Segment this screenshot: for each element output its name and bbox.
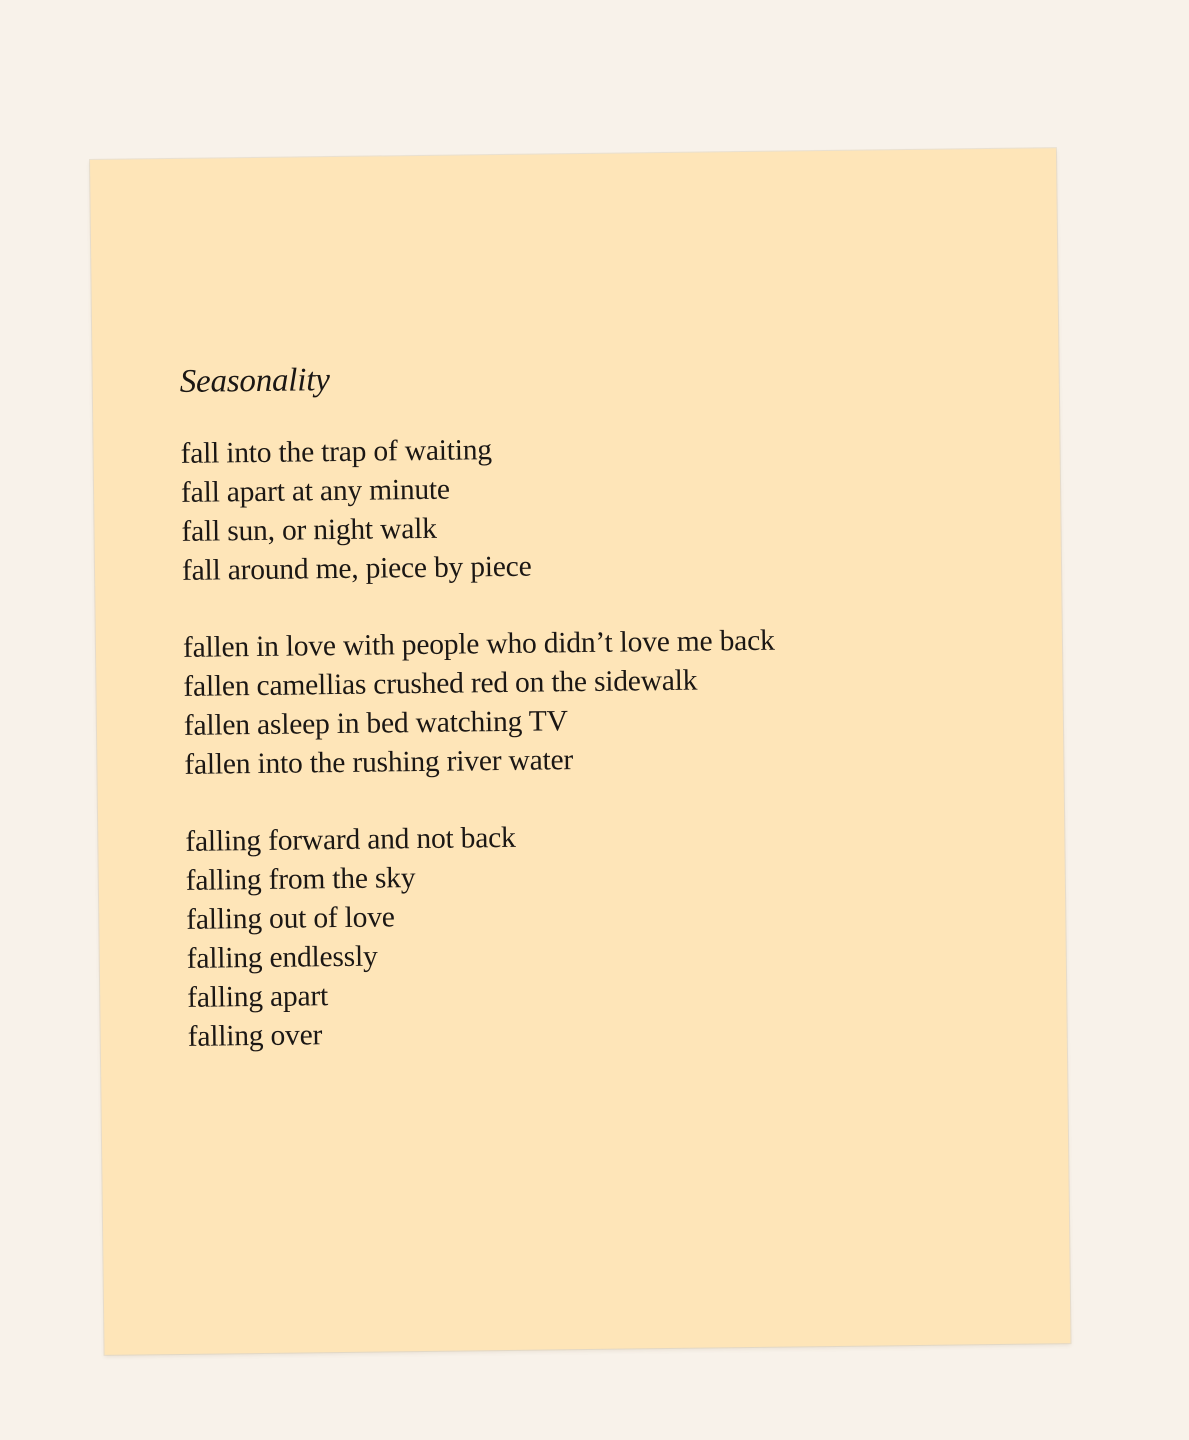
stanza-1 [180, 428, 773, 591]
poem-line: fallen asleep in bed watching TV [183, 705, 568, 742]
poem-line: fallen in love with people who didn’t love me back [182, 624, 775, 664]
poem-line: fall apart at any minute [180, 473, 451, 509]
poem-line: falling apart [187, 980, 329, 1014]
stanza-2 [183, 622, 776, 785]
poem-line: falling over [187, 1019, 323, 1053]
poem-line: fall around me, piece by piece [181, 550, 532, 587]
paper-sheet [90, 148, 1071, 1355]
poem-line: fall into the trap of waiting [180, 434, 493, 470]
poem-line: fallen into the rushing river water [184, 744, 574, 781]
poem [179, 357, 779, 1095]
poem-title: Seasonality [179, 362, 330, 400]
poem-line: falling forward and not back [185, 821, 516, 858]
poem-line: falling from the sky [185, 862, 416, 897]
poem-line: falling endlessly [186, 940, 378, 975]
poem-line: fall sun, or night walk [181, 512, 437, 548]
stanza-3 [185, 816, 779, 1057]
poem-line: falling out of love [186, 901, 395, 936]
poem-line: fallen camellias crushed red on the sidewalk [183, 664, 698, 703]
